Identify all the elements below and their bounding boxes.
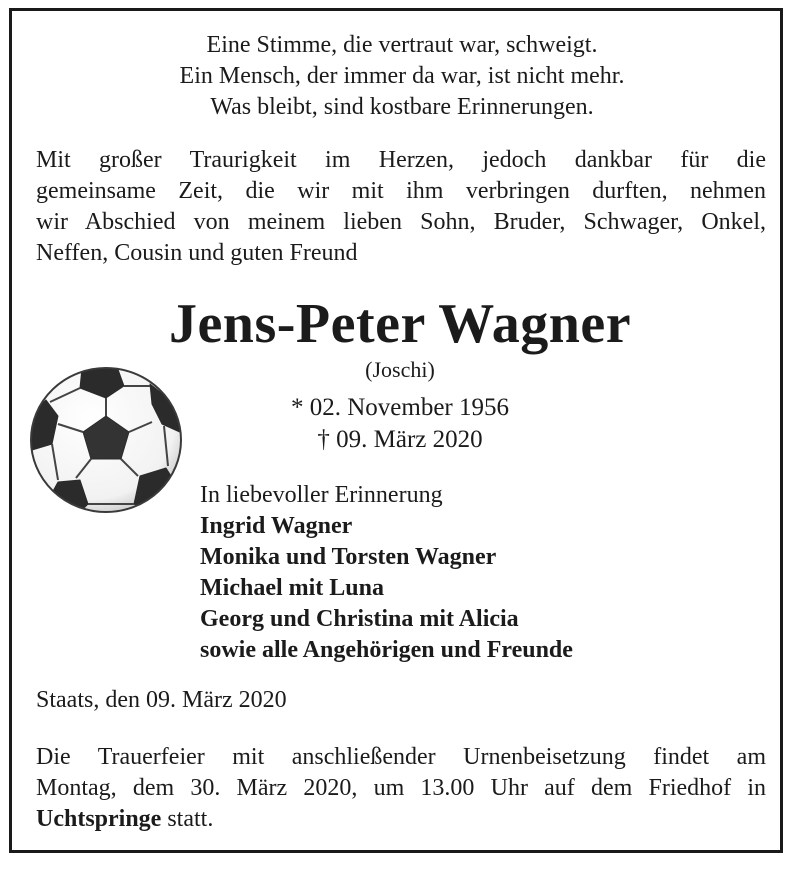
funeral-line: Montag, dem 30. März 2020, um 13.00 Uhr auf dem Friedhof in — [36, 775, 766, 801]
funeral-line — [36, 804, 766, 835]
soccer-ball-icon — [28, 364, 184, 516]
mourner-name: Ingrid Wagner — [200, 513, 353, 539]
birth-date: * 02. November 1956 — [290, 394, 510, 421]
intro-paragraph — [36, 145, 766, 269]
verse-line: Ein Mensch, der immer da war, ist nicht mehr. — [179, 63, 625, 89]
funeral-info — [36, 742, 766, 835]
intro-line: Mit großer Traurigkeit im Herzen, jedoch dankbar für die — [36, 147, 766, 173]
mourners-heading: In liebevoller Erinnerung — [200, 482, 443, 508]
mourner-name: sowie alle Angehörigen und Freunde — [200, 637, 573, 663]
death-date: † 09. März 2020 — [317, 426, 483, 453]
deceased-name: Jens-Peter Wagner — [168, 293, 632, 355]
deceased-nickname: (Joschi) — [365, 357, 435, 382]
intro-line: wir Abschied von meinem lieben Sohn, Bruder, Schwager, Onkel, — [36, 209, 766, 235]
funeral-location: Uchtspringe — [36, 806, 162, 832]
mourner-name: Georg und Christina mit Alicia — [200, 606, 519, 632]
verse-line: Was bleibt, sind kostbare Erinnerungen. — [210, 94, 594, 120]
intro-line: Neffen, Cousin und guten Freund — [36, 240, 358, 266]
mourner-name: Michael mit Luna — [200, 575, 384, 601]
funeral-line: Die Trauerfeier mit anschließender Urnenbeisetzung findet am — [36, 744, 766, 770]
mourners-block — [200, 480, 573, 666]
intro-line: gemeinsame Zeit, die wir mit ihm verbringen durften, nehmen — [36, 178, 766, 204]
mourner-name: Monika und Torsten Wagner — [200, 544, 497, 570]
verse — [30, 30, 774, 123]
funeral-suffix: statt. — [161, 806, 214, 832]
place-date: Staats, den 09. März 2020 — [36, 687, 287, 713]
verse-line: Eine Stimme, die vertraut war, schweigt. — [206, 32, 598, 58]
